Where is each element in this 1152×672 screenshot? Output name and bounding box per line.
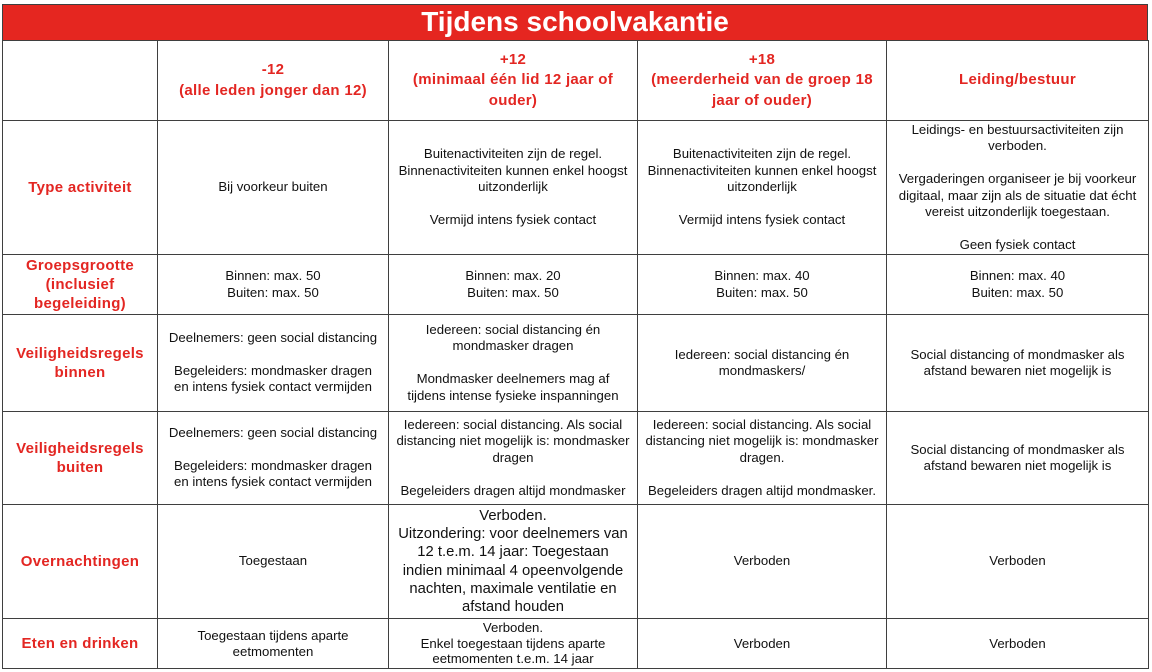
cell-groepsgrootte-plus18 [638, 255, 887, 315]
header-line: Leiding/bestuur [959, 71, 1076, 89]
cell-text-line: Toegestaan [238, 553, 308, 569]
cell-text-line: nachten, maximale ventilatie en [409, 580, 617, 597]
cell-text-line: Buiten: max. 50 [227, 284, 319, 300]
header-line: (minimaal één lid 12 jaar of [412, 71, 614, 89]
cell-veiligheidsregels-binnen-leiding-bestuur [887, 315, 1149, 412]
cell-paragraph [162, 553, 384, 569]
cell-text-line: Begeleiders dragen altijd mondmasker [400, 482, 626, 498]
cell-text-line: Begeleiders: mondmasker dragen [174, 457, 372, 473]
row-label-line: Groepsgrootte [25, 257, 135, 274]
cell-text-line: Buiten: max. 50 [467, 284, 559, 300]
cell-type-activiteit-leiding-bestuur [887, 121, 1149, 255]
cell-paragraph [162, 363, 384, 396]
cell-text-line: Buitenactiviteiten zijn de regel. [672, 146, 852, 162]
cell-text-line: mondmaskers/ [718, 363, 806, 378]
header-line: jaar of ouder) [711, 91, 813, 109]
cell-text-line: Binnenactiviteiten kunnen enkel hoogst [647, 162, 877, 178]
cell-text-line: Iedereen: social distancing én [674, 346, 850, 362]
cell-paragraph [393, 371, 633, 404]
cell-groepsgrootte-leiding-bestuur [887, 255, 1149, 315]
cell-text-line: Begeleiders dragen altijd mondmasker. [648, 482, 876, 498]
cell-text-line: vereist uitzonderlijk toegestaan. [925, 203, 1110, 219]
cell-veiligheidsregels-buiten-plus12 [389, 412, 638, 505]
cell-paragraph [642, 483, 882, 499]
row-label-eten-en-drinken [3, 619, 158, 669]
cell-text-line: afstand bewaren niet mogelijk is [923, 363, 1112, 378]
row-label-type-activiteit [3, 121, 158, 255]
row-label-line: binnen [54, 364, 106, 381]
cell-paragraph [393, 322, 633, 355]
cell-text-line: Uitzondering: voor deelnemers van [398, 525, 628, 542]
header-line: (meerderheid van de groep 18 [651, 71, 873, 89]
cell-text-line: distancing niet mogelijk is: mondmasker [645, 433, 879, 449]
cell-text-line: Binnen: max. 50 [225, 268, 321, 284]
cell-text-line: Binnen: max. 40 [969, 268, 1066, 284]
cell-paragraph [393, 507, 633, 617]
cell-paragraph [393, 620, 633, 667]
row-label-line: Type activiteit [28, 179, 132, 196]
cell-text-line: 12 t.e.m. 14 jaar: Toegestaan [417, 544, 609, 561]
cell-text-line: Verboden [733, 553, 791, 569]
cell-paragraph [642, 347, 882, 380]
row-veiligheidsregels-binnen [3, 315, 1149, 412]
cell-text-line: Iedereen: social distancing. Als social [403, 416, 623, 432]
cell-veiligheidsregels-binnen-min12 [158, 315, 389, 412]
cell-overnachtingen-plus12 [389, 505, 638, 619]
cell-veiligheidsregels-buiten-leiding-bestuur [887, 412, 1149, 505]
cell-text-line: Vermijd intens fysiek contact [429, 212, 597, 228]
cell-text-line: Enkel toegestaan tijdens aparte [420, 635, 606, 651]
rules-sheet [2, 4, 1148, 669]
row-label-line: begeleiding) [34, 295, 126, 312]
cell-paragraph [162, 628, 384, 660]
cell-overnachtingen-plus18 [638, 505, 887, 619]
cell-paragraph [642, 417, 882, 466]
cell-overnachtingen-min12 [158, 505, 389, 619]
cell-eten-en-drinken-plus12 [389, 619, 638, 669]
cell-text-line: Vermijd intens fysiek contact [678, 212, 846, 228]
header-cell-leiding-bestuur [887, 41, 1149, 121]
cell-paragraph [642, 268, 882, 301]
header-cell-min12 [158, 41, 389, 121]
rules-table [2, 40, 1149, 669]
header-line: +18 [748, 50, 776, 68]
header-line: +12 [499, 50, 527, 68]
row-label-line: Veiligheidsregels [16, 440, 144, 457]
cell-text-line: Begeleiders: mondmasker dragen [174, 362, 372, 378]
cell-eten-en-drinken-plus18 [638, 619, 887, 669]
row-veiligheidsregels-buiten [3, 412, 1149, 505]
cell-paragraph [162, 268, 384, 301]
cell-paragraph [393, 268, 633, 301]
cell-text-line: Buiten: max. 50 [716, 284, 808, 300]
cell-paragraph [642, 636, 882, 652]
cell-text-line: verboden. [988, 138, 1047, 154]
row-overnachtingen [3, 505, 1149, 619]
cell-text-line: dragen [492, 449, 534, 465]
cell-groepsgrootte-min12 [158, 255, 389, 315]
row-label-line: Veiligheidsregels [16, 345, 144, 362]
cell-paragraph [162, 458, 384, 491]
header-row [3, 41, 1149, 121]
cell-text-line: Buiten: max. 50 [971, 284, 1064, 300]
cell-text-line: Buitenactiviteiten zijn de regel. [423, 146, 603, 162]
cell-paragraph [891, 122, 1144, 155]
row-label-veiligheidsregels-binnen [3, 315, 158, 412]
row-label-overnachtingen [3, 505, 158, 619]
cell-paragraph [393, 483, 633, 499]
cell-paragraph [891, 636, 1144, 652]
cell-paragraph [162, 179, 384, 195]
header-line: -12 [261, 61, 285, 78]
cell-overnachtingen-leiding-bestuur [887, 505, 1149, 619]
cell-text-line: en intens fysiek contact vermijden [174, 379, 372, 395]
cell-paragraph [162, 330, 384, 346]
cell-text-line: Verboden. [479, 507, 547, 524]
cell-text-line: Social distancing of mondmasker als [910, 441, 1125, 457]
cell-paragraph [891, 553, 1144, 569]
header-line: ouder) [488, 91, 538, 109]
cell-text-line: uitzonderlijk [478, 179, 548, 195]
cell-text-line: Mondmasker deelnemers mag af [416, 371, 610, 387]
cell-text-line: Geen fysiek contact [959, 236, 1076, 252]
cell-text-line: eetmomenten [232, 643, 314, 659]
row-label-line: Overnachtingen [20, 553, 140, 570]
cell-text-line: tijdens intense fysieke inspanningen [407, 387, 619, 403]
cell-text-line: Leidings- en bestuursactiviteiten zijn [911, 121, 1124, 137]
cell-paragraph [393, 146, 633, 195]
cell-paragraph [891, 237, 1144, 253]
cell-text-line: Deelnemers: geen social distancing [168, 425, 378, 441]
cell-groepsgrootte-plus12 [389, 255, 638, 315]
cell-text-line: Binnenactiviteiten kunnen enkel hoogst [398, 162, 628, 178]
header-line: (alle leden jonger dan 12) [179, 81, 367, 99]
row-label-groepsgrootte [3, 255, 158, 315]
cell-paragraph [891, 171, 1144, 220]
cell-text-line: mondmasker dragen [452, 338, 574, 354]
cell-text-line: digitaal, maar zijn als de situatie dat écht [898, 187, 1137, 203]
cell-text-line: Iedereen: social distancing én [425, 321, 601, 337]
cell-paragraph [891, 268, 1144, 301]
cell-text-line: Binnen: max. 40 [714, 268, 810, 284]
row-label-line: buiten [56, 459, 104, 476]
cell-type-activiteit-min12 [158, 121, 389, 255]
row-label-veiligheidsregels-buiten [3, 412, 158, 505]
row-label-line: Eten en drinken [21, 635, 139, 652]
cell-paragraph [162, 425, 384, 441]
cell-paragraph [393, 417, 633, 466]
cell-type-activiteit-plus18 [638, 121, 887, 255]
cell-text-line: dragen. [739, 449, 785, 465]
cell-veiligheidsregels-buiten-min12 [158, 412, 389, 505]
cell-veiligheidsregels-buiten-plus18 [638, 412, 887, 505]
cell-text-line: Iedereen: social distancing. Als social [652, 416, 872, 432]
cell-paragraph [642, 212, 882, 228]
cell-text-line: Bij voorkeur buiten [218, 179, 328, 195]
page-title: Tijdens schoolvakantie [421, 6, 729, 37]
cell-text-line: Toegestaan tijdens aparte [197, 627, 349, 643]
header-corner-cell [3, 41, 158, 121]
cell-paragraph [393, 212, 633, 228]
cell-eten-en-drinken-min12 [158, 619, 389, 669]
cell-type-activiteit-plus12 [389, 121, 638, 255]
cell-veiligheidsregels-binnen-plus12 [389, 315, 638, 412]
cell-veiligheidsregels-binnen-plus18 [638, 315, 887, 412]
cell-text-line: uitzonderlijk [727, 179, 797, 195]
cell-paragraph [891, 442, 1144, 475]
cell-text-line: Verboden [989, 553, 1046, 569]
cell-text-line: Vergaderingen organiseer je bij voorkeur [898, 171, 1137, 187]
cell-paragraph [642, 146, 882, 195]
cell-paragraph [891, 347, 1144, 380]
cell-text-line: Verboden [733, 635, 791, 651]
cell-text-line: Deelnemers: geen social distancing [168, 330, 378, 346]
header-cell-plus12 [389, 41, 638, 121]
title-banner [2, 4, 1148, 40]
cell-text-line: Social distancing of mondmasker als [910, 346, 1125, 362]
cell-paragraph [642, 553, 882, 569]
cell-text-line: Verboden [989, 635, 1046, 651]
cell-text-line: Binnen: max. 20 [465, 268, 561, 284]
row-label-line: (inclusief [45, 276, 115, 293]
cell-text-line: afstand bewaren niet mogelijk is [923, 458, 1112, 473]
cell-text-line: eetmomenten t.e.m. 14 jaar [432, 651, 594, 667]
row-type-activiteit [3, 121, 1149, 255]
cell-eten-en-drinken-leiding-bestuur [887, 619, 1149, 669]
row-groepsgrootte [3, 255, 1149, 315]
cell-text-line: distancing niet mogelijk is: mondmasker [396, 433, 630, 449]
cell-text-line: Verboden. [482, 619, 544, 635]
cell-text-line: afstand houden [461, 599, 565, 616]
cell-text-line: en intens fysiek contact vermijden [174, 474, 372, 490]
row-eten-en-drinken [3, 619, 1149, 669]
cell-text-line: indien minimaal 4 opeenvolgende [402, 562, 624, 579]
header-cell-plus18 [638, 41, 887, 121]
